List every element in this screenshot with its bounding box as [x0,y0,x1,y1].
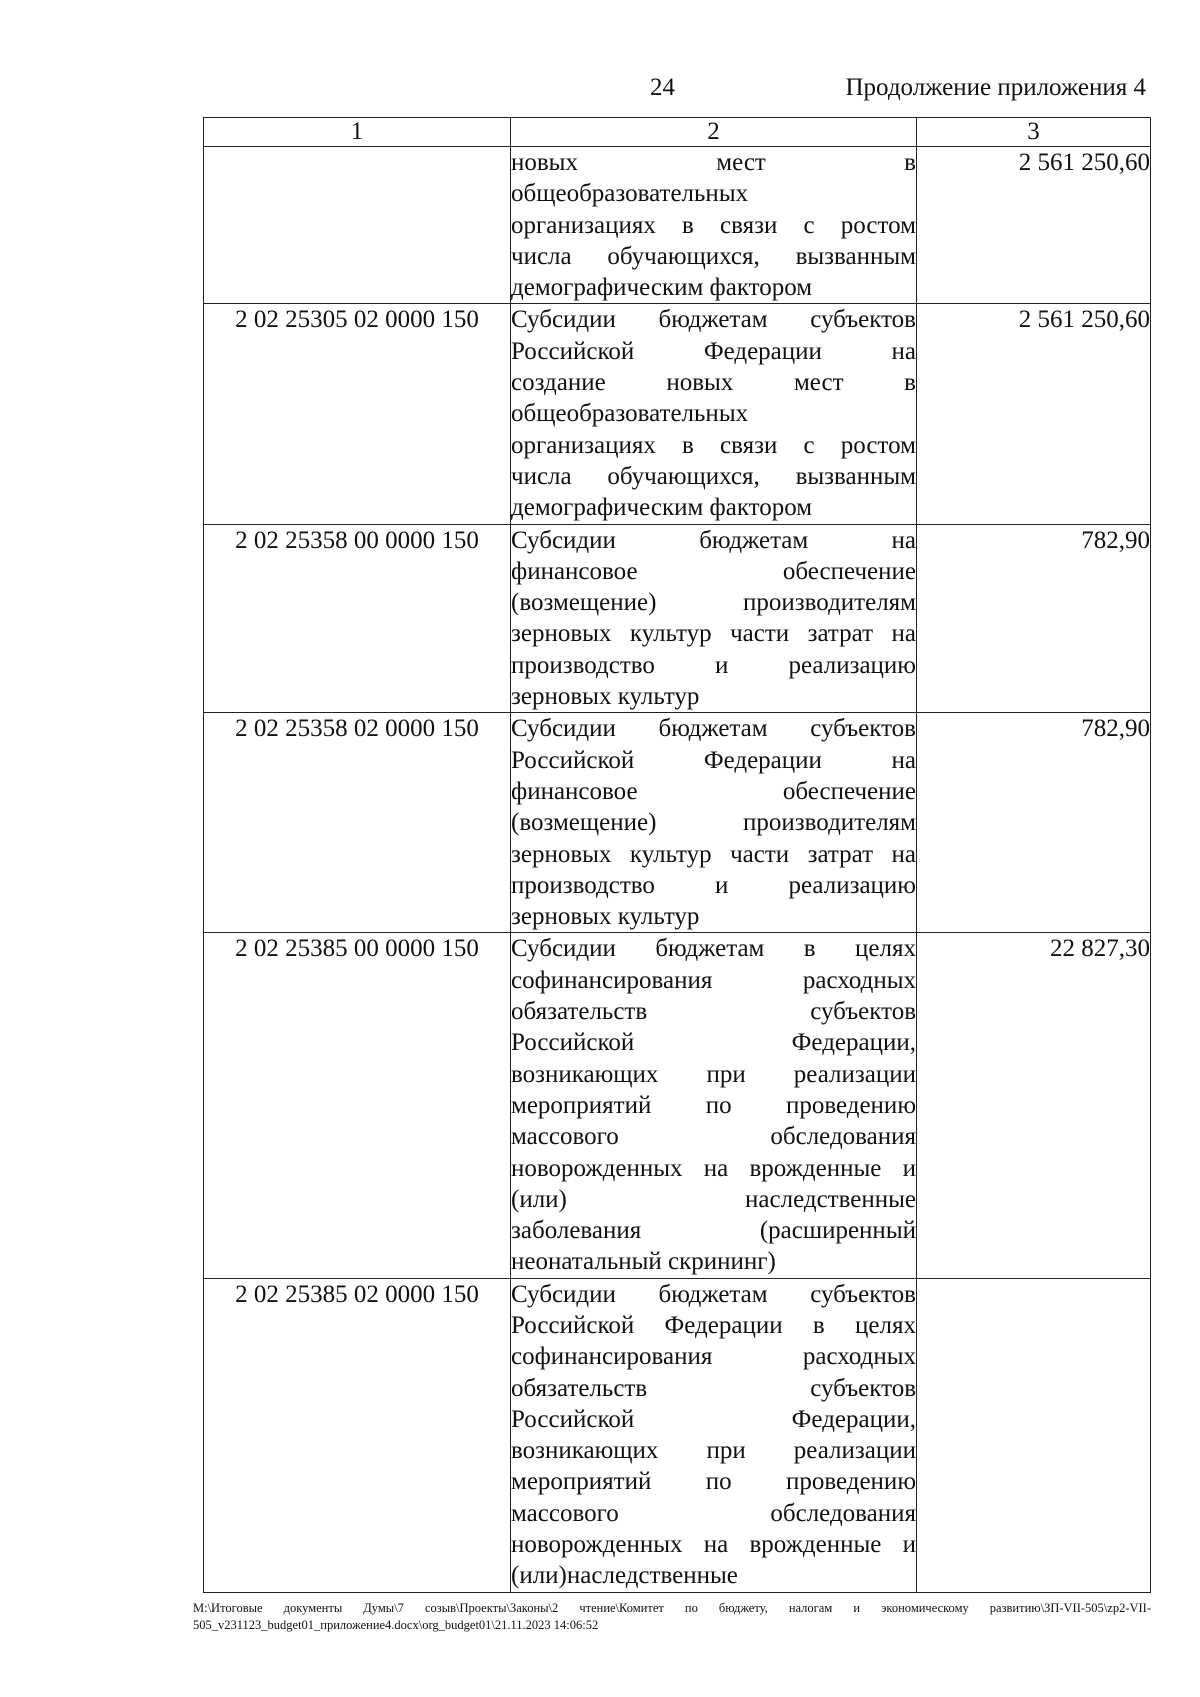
description-word: бюджетам [655,935,765,963]
description-word: мест [793,369,844,397]
description-line [511,1404,916,1435]
description-line [511,1184,916,1215]
description-word: бюджетам [658,715,768,743]
description-word: неонатальный скрининг) [511,1248,776,1276]
description-line [511,336,916,367]
description-word: (расширенный [759,1217,916,1245]
description-line [511,745,916,776]
description-word: реализацию [788,651,916,679]
description-word: мест [716,149,766,176]
description-line [511,492,916,523]
description-word: при [706,1060,746,1088]
description-word: расходных [802,966,916,994]
description-word: обязательств [511,998,648,1026]
description-line [511,870,916,901]
description-word: Российской [511,1029,635,1057]
description-word: заболевания [511,1217,642,1245]
table-row [204,713,1151,933]
description-word: Федерации, [791,1405,916,1433]
description-word: в [812,1311,825,1339]
description-word: организациях [511,211,656,239]
description-line [511,1090,916,1121]
description-word: и [715,871,729,899]
description-word: возникающих [511,1437,659,1465]
description-line [511,618,916,649]
budget-code-cell: 2 02 25305 02 0000 150 [204,304,511,524]
description-word: на [891,526,916,554]
description-word: Субсидии [511,526,616,554]
budget-table [203,117,1151,1593]
budget-code-cell: 2 02 25385 00 0000 150 [204,933,511,1278]
description-line [511,525,916,556]
description-word: обучающихся, [607,462,760,490]
description-word: производителям [743,589,916,617]
description-line [511,933,916,964]
description-word: культур [629,620,712,648]
description-line [511,1246,916,1277]
description-word: в [904,149,916,176]
description-line [511,1215,916,1246]
description-line [511,147,916,178]
description-word: вызванным [795,242,916,270]
description-word: обучающихся, [607,242,760,270]
description-word: в [682,211,694,239]
description-word: в [904,369,916,397]
table-body [204,147,1151,1593]
description-word: Российской [511,1405,635,1433]
description-word: затрат [807,840,874,868]
description-word: на [891,840,916,868]
description-word: Федерации [664,1311,783,1339]
description-line [511,1373,916,1404]
description-word: врожденные [749,1154,882,1182]
description-word: реализации [793,1060,916,1088]
description-word: и [715,651,729,679]
description-word: наследственные [745,1185,916,1213]
budget-code-cell: 2 02 25358 02 0000 150 [204,713,511,933]
description-word: обеспечение [782,777,916,805]
description-word: (возмещение) [511,589,657,617]
description-line [511,807,916,838]
description-word: с [803,431,815,459]
description-line [511,241,916,272]
description-line [511,1435,916,1466]
description-word: создание [511,369,606,397]
description-word: обследования [770,1123,916,1151]
description-word: Федерации [703,746,822,774]
description-word: субъектов [810,1374,916,1402]
description-word: целях [855,1311,916,1339]
description-word: мероприятий [511,1468,652,1496]
description-line [511,1310,916,1341]
description-word: врожденные [749,1531,882,1559]
amount-cell: 2 561 250,60 [917,304,1151,524]
description-word: Российской [511,337,635,365]
description-word: и [902,1154,916,1182]
description-word: (или) [511,1562,567,1590]
description-line [511,1027,916,1058]
description-line [511,1466,916,1497]
document-file-path: M:\Итоговые документы Думы\7 созыв\Проекты\Законы\2 чтение\Комитет по бюджету, налогам и экономическому развитию\ЗП-VII-505\zp2-VII-505_v231123_budget01_приложение4.docx\org_budget01\21.11.2023 14:06:52 [193,1601,1151,1632]
table-row [204,933,1151,1278]
description-word: в [682,431,694,459]
description-word: ростом [840,211,916,239]
description-word: зерновых [511,620,612,648]
description-word: целях [855,935,916,963]
description-line [511,398,916,429]
description-line [511,430,916,461]
column-header-3: 3 [917,118,1151,147]
description-word: новорожденных [511,1154,683,1182]
description-line [511,272,916,303]
table-row [204,1278,1151,1592]
description-word: бюджетам [699,526,809,554]
description-cell [511,933,917,1278]
description-word: бюджетам [658,306,768,334]
description-line [511,901,916,932]
description-word: на [891,620,916,648]
description-cell [511,1278,917,1592]
description-word: массового [511,1123,619,1151]
description-line [511,1059,916,1090]
description-word: Субсидии [511,306,616,334]
description-line [511,304,916,335]
description-word: на [703,1154,729,1182]
table-row [204,147,1151,304]
description-word: части [730,620,790,648]
description-word: субъектов [810,1280,916,1308]
description-word: обеспечение [782,557,916,585]
description-word: массового [511,1499,619,1527]
description-word: финансовое [511,777,638,805]
description-word: на [891,746,916,774]
description-word: с [803,211,815,239]
amount-cell: 782,90 [917,524,1151,713]
description-word: (возмещение) [511,809,657,837]
appendix-continuation-label: Продолжение приложения 4 [845,74,1146,101]
description-word: производство [511,651,655,679]
description-word: расходных [802,1343,916,1371]
description-word: новых [511,149,578,176]
description-line [511,1560,916,1591]
column-header-2: 2 [511,118,917,147]
description-word: Субсидии [511,715,616,743]
table-row [204,524,1151,713]
description-word: общеобразовательных [511,400,749,428]
description-line [511,178,916,209]
description-word: новых [666,369,734,397]
description-word: новорожденных [511,1531,683,1559]
description-word: вызванным [795,462,916,490]
amount-cell: 22 827,30 [917,933,1151,1278]
description-word: мероприятий [511,1091,652,1119]
description-word: реализацию [788,871,916,899]
description-line [511,839,916,870]
description-word: реализации [793,1437,916,1465]
budget-code-cell: 2 02 25358 00 0000 150 [204,524,511,713]
description-line [511,650,916,681]
description-line [511,367,916,398]
description-word: производство [511,871,655,899]
description-word: Субсидии [511,1280,616,1308]
description-cell [511,713,917,933]
description-word: зерновых культур [511,903,700,931]
description-word: обследования [770,1499,916,1527]
description-cell [511,524,917,713]
description-word: связи [720,211,778,239]
description-word: организациях [511,431,656,459]
description-line [511,1341,916,1372]
description-word: демографическим фактором [511,494,813,522]
description-word: Федерации, [791,1029,916,1057]
table-header-row [204,118,1151,147]
description-word: зерновых [511,840,612,868]
description-word: возникающих [511,1060,659,1088]
description-cell [511,304,917,524]
description-word: при [706,1437,746,1465]
budget-code-cell: 2 02 25385 02 0000 150 [204,1278,511,1592]
description-line [511,1529,916,1560]
description-word: числа [511,242,572,270]
description-word: части [730,840,790,868]
description-word: по [705,1091,732,1119]
description-word: Субсидии [511,935,616,963]
description-line [511,681,916,712]
description-word: проведению [785,1468,916,1496]
description-word: Российской [511,1311,635,1339]
description-line [511,1121,916,1152]
description-line [511,556,916,587]
amount-cell: 2 561 250,60 [917,147,1151,304]
description-word: софинансирования [511,966,713,994]
description-word: финансовое [511,557,638,585]
description-line [511,1498,916,1529]
description-line [511,996,916,1027]
description-word: на [891,337,916,365]
description-line [511,587,916,618]
description-word: обязательств [511,1374,648,1402]
description-cell [511,147,917,304]
description-word: Российской [511,746,635,774]
description-word: зерновых культур [511,683,700,711]
description-line [511,776,916,807]
description-word: связи [720,431,778,459]
description-word: культур [629,840,712,868]
description-word: общеобразовательных [511,180,749,208]
description-word: по [705,1468,732,1496]
description-word: затрат [807,620,874,648]
description-word: на [703,1531,729,1559]
amount-cell [917,1278,1151,1592]
description-word: демографическим фактором [511,274,813,302]
description-word: ростом [840,431,916,459]
description-line [511,713,916,744]
description-word: проведению [785,1091,916,1119]
column-header-1: 1 [204,118,511,147]
description-word: субъектов [810,715,916,743]
description-word: софинансирования [511,1343,713,1371]
table-row [204,304,1151,524]
description-word: бюджетам [658,1280,768,1308]
page-number: 24 [650,74,675,101]
description-word: субъектов [810,306,916,334]
description-word: производителям [743,809,916,837]
description-line [511,461,916,492]
description-word: наследственные [566,1562,738,1590]
description-word: в [803,935,816,963]
description-word: и [902,1531,916,1559]
budget-code-cell [204,147,511,304]
description-word: числа [511,462,572,490]
description-line [511,1279,916,1310]
description-word: Федерации [703,337,822,365]
description-line [511,1153,916,1184]
amount-cell: 782,90 [917,713,1151,933]
description-line [511,965,916,996]
description-word: субъектов [810,998,916,1026]
description-word: (или) [511,1185,567,1213]
description-line [511,210,916,241]
